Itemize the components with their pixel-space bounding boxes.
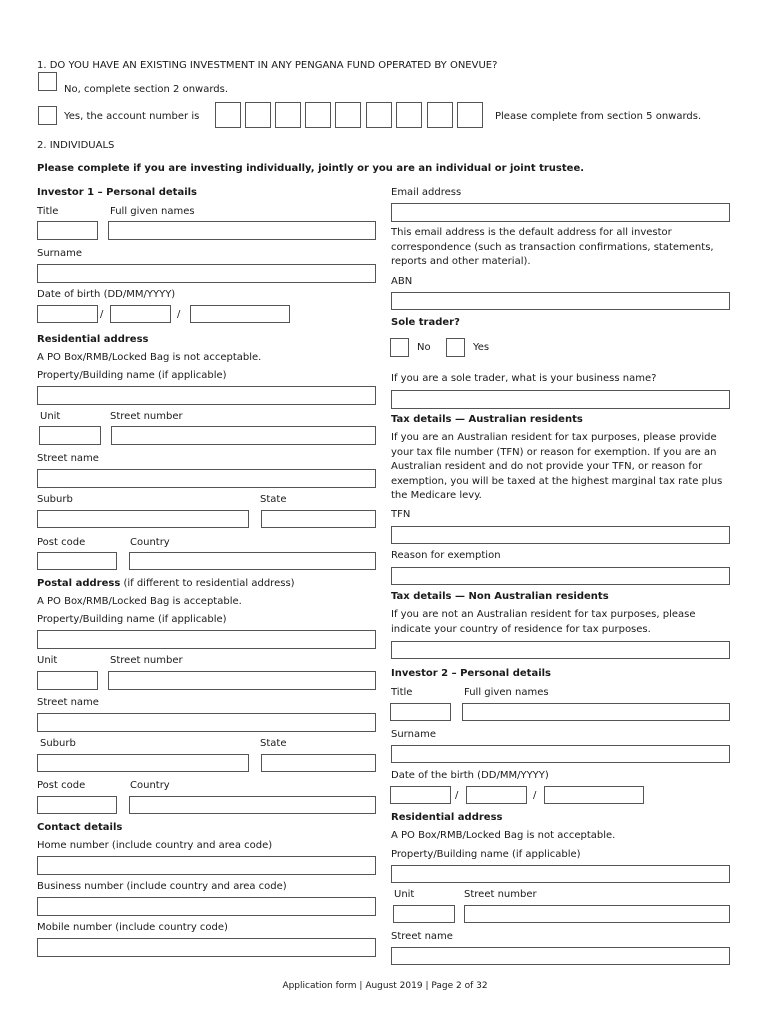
inv1-dob-label: Date of birth (DD/MM/YYYY)	[37, 289, 176, 300]
inv1-post-property-label: Property/Building name (if applicable)	[37, 614, 227, 625]
inv1-post-postcode-label: Post code	[37, 780, 86, 791]
no-existing-label: No, complete section 2 onwards.	[64, 84, 229, 95]
abn-label: ABN	[391, 276, 413, 287]
inv1-post-country-input[interactable]	[129, 796, 376, 814]
exemption-input[interactable]	[391, 567, 730, 585]
account-number-digit[interactable]	[457, 102, 483, 128]
abn-input[interactable]	[391, 292, 730, 310]
inv1-postal-heading	[37, 578, 295, 590]
inv1-res-unit-label: Unit	[40, 411, 61, 422]
inv2-unit-label: Unit	[394, 889, 415, 900]
inv1-dob-year[interactable]	[190, 305, 290, 323]
inv1-res-street-name-input[interactable]	[37, 469, 376, 488]
inv1-res-unit-input[interactable]	[39, 426, 101, 445]
inv2-dob-year[interactable]	[544, 786, 644, 804]
dob-slash: /	[100, 309, 104, 320]
dob-slash: /	[177, 309, 181, 320]
inv1-res-street-name-label: Street name	[37, 453, 99, 464]
inv1-res-country-input[interactable]	[129, 552, 376, 570]
tfn-input[interactable]	[391, 526, 730, 544]
inv1-business-number-label: Business number (include country and area code)	[37, 881, 287, 892]
inv1-contact-heading: Contact details	[37, 822, 123, 833]
inv1-mobile-number-input[interactable]	[37, 938, 376, 957]
inv1-res-postcode-label: Post code	[37, 537, 86, 548]
inv1-dob-day[interactable]	[37, 305, 98, 323]
inv2-residential-note: A PO Box/RMB/Locked Bag is not acceptable.	[391, 830, 616, 841]
inv1-surname-label: Surname	[37, 248, 82, 259]
inv1-res-postcode-input[interactable]	[37, 552, 117, 570]
inv2-dob-label: Date of the birth (DD/MM/YYYY)	[391, 770, 549, 781]
tax-au-heading: Tax details — Australian residents	[391, 414, 583, 425]
inv1-title-label: Title	[37, 206, 59, 217]
inv1-mobile-number-label: Mobile number (include country code)	[37, 922, 228, 933]
inv1-home-number-input[interactable]	[37, 856, 376, 875]
inv1-post-street-number-label: Street number	[110, 655, 183, 666]
inv2-street-name-label: Street name	[391, 931, 453, 942]
inv1-post-street-name-input[interactable]	[37, 713, 376, 732]
inv2-surname-label: Surname	[391, 729, 436, 740]
account-number-digit[interactable]	[335, 102, 361, 128]
tax-au-text: If you are an Australian resident for tax purposes, please provide your tax file number (TFN) or reason for exemption. If you are an Australian resident and do not provide your TFN, or reason for exemption, you will be taxed at the highest marginal tax rate plus the Medicare levy.	[391, 432, 723, 502]
inv1-post-street-number-input[interactable]	[108, 671, 376, 690]
inv2-full-names-label: Full given names	[464, 687, 549, 698]
account-number-digit[interactable]	[275, 102, 301, 128]
inv1-post-unit-input[interactable]	[37, 671, 98, 690]
tax-non-heading: Tax details — Non Australian residents	[391, 591, 609, 602]
inv2-property-label: Property/Building name (if applicable)	[391, 849, 581, 860]
email-note: This email address is the default address for all investor correspondence (such as transaction confirmations, statements, reports and other material).	[391, 227, 714, 268]
inv1-res-state-label: State	[260, 494, 287, 505]
inv1-res-state-input[interactable]	[261, 510, 376, 528]
inv2-dob-month[interactable]	[466, 786, 527, 804]
inv1-full-names-input[interactable]	[108, 221, 376, 240]
inv2-unit-input[interactable]	[393, 905, 455, 923]
page-footer: Application form | August 2019 | Page 2 of 32	[282, 981, 488, 991]
yes-existing-label: Yes, the account number is	[64, 111, 200, 122]
inv1-res-street-number-input[interactable]	[111, 426, 376, 445]
inv1-post-state-input[interactable]	[261, 754, 376, 772]
inv1-postal-note: A PO Box/RMB/Locked Bag is acceptable.	[37, 596, 242, 607]
account-number-digit[interactable]	[396, 102, 422, 128]
account-number-digit[interactable]	[305, 102, 331, 128]
business-name-label: If you are a sole trader, what is your business name?	[391, 373, 657, 384]
dob-slash: /	[533, 790, 537, 801]
sole-trader-label: Sole trader?	[391, 317, 460, 328]
account-number-digit[interactable]	[427, 102, 453, 128]
inv1-post-state-label: State	[260, 738, 287, 749]
dob-slash: /	[455, 790, 459, 801]
inv1-post-street-name-label: Street name	[37, 697, 99, 708]
business-name-input[interactable]	[391, 390, 730, 409]
inv1-res-country-label: Country	[130, 537, 170, 548]
sole-trader-yes-label: Yes	[473, 342, 490, 353]
inv1-home-number-label: Home number (include country and area code)	[37, 840, 273, 851]
inv1-post-country-label: Country	[130, 780, 170, 791]
inv2-full-names-input[interactable]	[462, 703, 730, 721]
section2-intro: Please complete if you are investing individually, jointly or you are an individual or joint trustee.	[37, 163, 585, 174]
inv1-full-names-label: Full given names	[110, 206, 195, 217]
inv1-post-unit-label: Unit	[37, 655, 58, 666]
account-number-digit[interactable]	[245, 102, 271, 128]
investor2-heading: Investor 2 – Personal details	[391, 668, 551, 679]
inv1-post-postcode-input[interactable]	[37, 796, 117, 814]
section1-heading: 1. DO YOU HAVE AN EXISTING INVESTMENT IN ANY PENGANA FUND OPERATED BY ONEVUE?	[37, 60, 498, 71]
inv1-business-number-input[interactable]	[37, 897, 376, 916]
inv1-residential-heading: Residential address	[37, 334, 149, 345]
exemption-label: Reason for exemption	[391, 550, 501, 561]
no-existing-checkbox[interactable]	[38, 72, 57, 91]
inv1-res-suburb-label: Suburb	[37, 494, 73, 505]
postal-heading-bold: Postal address	[37, 578, 121, 589]
inv2-dob-day[interactable]	[390, 786, 451, 804]
tfn-label: TFN	[391, 509, 411, 520]
section2-heading: 2. INDIVIDUALS	[37, 140, 115, 151]
inv2-surname-input[interactable]	[391, 745, 730, 763]
inv1-post-suburb-label: Suburb	[40, 738, 76, 749]
inv2-title-input[interactable]	[390, 703, 451, 721]
inv2-title-label: Title	[391, 687, 413, 698]
inv1-residential-note: A PO Box/RMB/Locked Bag is not acceptable.	[37, 352, 262, 363]
inv1-dob-month[interactable]	[110, 305, 171, 323]
inv1-post-suburb-input[interactable]	[37, 754, 249, 772]
email-label: Email address	[391, 187, 462, 198]
inv2-property-input[interactable]	[391, 865, 730, 883]
investor1-heading: Investor 1 – Personal details	[37, 187, 197, 198]
sole-trader-no-label: No	[417, 342, 431, 353]
postal-heading-suffix: (if different to residential address)	[120, 578, 295, 589]
inv1-res-property-label: Property/Building name (if applicable)	[37, 370, 227, 381]
inv2-street-number-label: Street number	[464, 889, 537, 900]
inv1-res-street-number-label: Street number	[110, 411, 183, 422]
inv2-residential-heading: Residential address	[391, 812, 503, 823]
account-number-digit[interactable]	[215, 102, 241, 128]
sole-trader-no-checkbox[interactable]	[390, 338, 409, 357]
inv1-post-property-input[interactable]	[37, 630, 376, 649]
yes-existing-note: Please complete from section 5 onwards.	[495, 111, 702, 122]
account-number-digit[interactable]	[366, 102, 392, 128]
sole-trader-yes-checkbox[interactable]	[446, 338, 465, 357]
country-of-residence-input[interactable]	[391, 641, 730, 659]
yes-existing-checkbox[interactable]	[38, 106, 57, 125]
inv1-title-input[interactable]	[37, 221, 98, 240]
inv1-res-property-input[interactable]	[37, 386, 376, 405]
inv2-street-number-input[interactable]	[464, 905, 730, 923]
email-input[interactable]	[391, 203, 730, 222]
tax-non-text: If you are not an Australian resident for tax purposes, please indicate your country of residence for tax purposes.	[391, 609, 696, 635]
inv1-res-suburb-input[interactable]	[37, 510, 249, 528]
inv2-street-name-input[interactable]	[391, 947, 730, 965]
inv1-surname-input[interactable]	[37, 264, 376, 283]
